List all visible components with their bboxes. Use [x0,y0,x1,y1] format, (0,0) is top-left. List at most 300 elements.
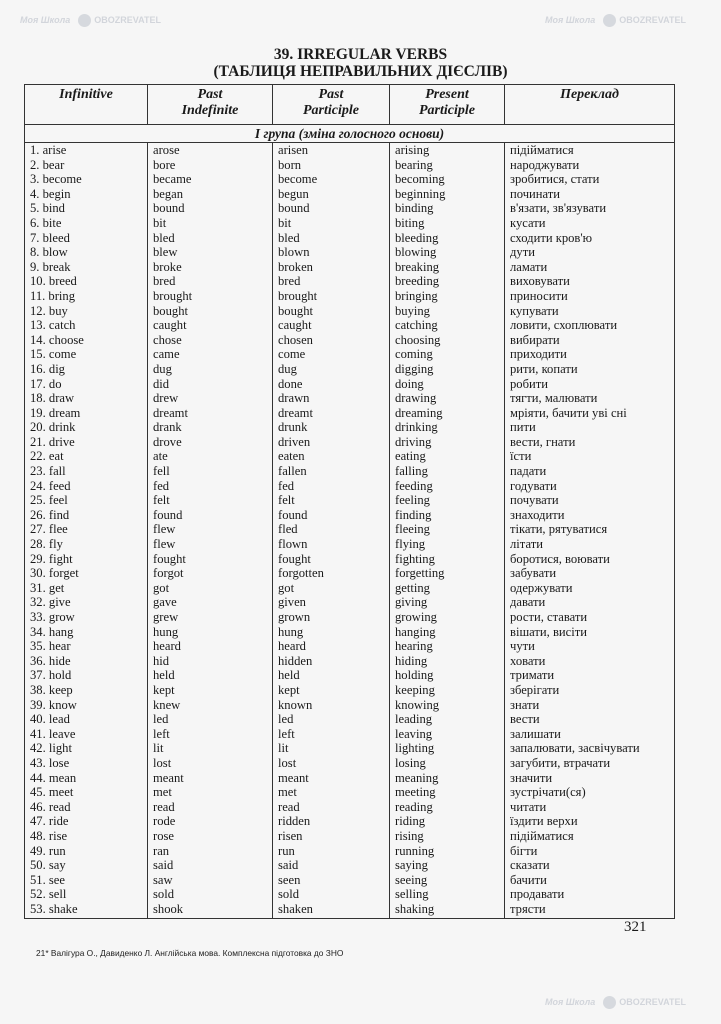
table-cell: почувати [510,493,559,508]
table-cell: 25. feel [30,493,68,508]
table-cell: found [153,507,183,522]
table-cell: rode [153,814,176,829]
table-cell: broke [153,259,182,274]
table-cell: 21. drive [30,434,75,449]
table-cell: 13. catch [30,318,76,333]
table-cell: said [153,858,174,873]
page-number: 321 [624,919,647,935]
table-cell: losing [395,755,426,770]
table-cell: flying [395,537,426,552]
header-past-indefinite [148,85,273,125]
table-cell: 43. lose [30,755,70,770]
table-cell: forgetting [395,566,445,581]
table-cell: heard [153,639,181,654]
table-cell: knew [153,697,181,712]
table-cell: їздити верхи [510,814,578,829]
table-cell: виховувати [510,274,570,289]
table-cell: 53. shake [30,901,78,916]
table-cell: gave [153,595,177,610]
table-cell: bleeding [395,230,439,245]
column-infinitive [25,143,148,917]
table-cell: 42. light [30,741,72,756]
table-cell: купувати [510,303,559,318]
table-cell: eating [395,449,426,464]
table-cell: drew [153,391,179,406]
watermark-brand: OBOZREVATEL [94,14,161,25]
table-cell: read [278,799,300,814]
table-cell: began [153,186,184,201]
table-cell: flown [278,537,308,552]
table-cell: тримати [510,668,555,683]
table-cell: ridden [278,814,311,829]
page-title [0,46,721,80]
table-cell: come [278,347,306,362]
table-cell: 30. forget [30,566,79,581]
table-cell: годувати [510,478,557,493]
table-cell: meaning [395,770,439,785]
table-cell: binding [395,201,434,216]
table-cell: боротися, воювати [510,551,610,566]
table-cell: 45. meet [30,785,74,800]
title-line-2: (ТАБЛИЦЯ НЕПРАВИЛЬНИХ ДІЄСЛІВ) [213,63,508,80]
header-past-indefinite-line1: Past [197,87,223,102]
table-cell: 14. choose [30,332,84,347]
table-header-row [25,85,675,125]
table-cell: feeling [395,493,430,508]
table-cell: bound [153,201,185,216]
table-cell: пити [510,420,536,435]
table-cell: become [278,172,318,187]
header-past-indefinite-line2: Indefinite [181,103,239,118]
table-cell: found [278,507,308,522]
table-cell: arose [153,143,180,157]
header-present-participle-line2: Participle [419,103,475,118]
table-cell: blown [278,245,310,260]
column-translation [505,143,675,917]
header-past-participle-line2: Participle [303,103,359,118]
table-cell: 49. run [30,843,66,858]
table-cell: bought [153,303,188,318]
table-cell: їсти [510,449,532,464]
table-cell: driving [395,434,432,449]
table-cell: flew [153,522,176,537]
table-cell: 28. fly [30,537,63,552]
table-cell: blowing [395,245,437,260]
table-cell: lit [278,741,289,756]
table-cell: 26. find [30,507,70,522]
header-infinitive [25,85,148,125]
table-cell: hidden [278,653,313,668]
table-cell: тікати, рятуватися [510,522,608,537]
verbs-body-row [25,143,675,917]
table-cell: saw [153,872,173,887]
table-cell: caught [278,318,312,333]
table-cell: shaking [395,901,435,916]
table-cell: 6. bite [30,215,62,230]
table-cell: сходити кров'ю [510,230,593,245]
table-cell: held [278,668,300,683]
table-cell: catching [395,318,438,333]
table-cell: dug [278,361,297,376]
table-cell: lit [153,741,164,756]
table-cell: робити [510,376,548,391]
table-cell: 44. mean [30,770,77,785]
table-cell: 5. bind [30,201,65,216]
table-cell: bearing [395,157,433,172]
table-cell: 15. come [30,347,77,362]
table-cell: fed [153,478,170,493]
table-cell: left [278,726,295,741]
watermark-school: Моя Школа [20,14,71,25]
table-cell: ran [153,843,170,858]
table-cell: 7. bleed [30,230,70,245]
table-cell: 29. fight [30,551,73,566]
table-cell: 10. breed [30,274,77,289]
table-cell: рости, ставати [510,610,588,624]
table-cell: bled [153,230,175,245]
table-cell: buying [395,303,430,318]
table-cell: fell [153,464,170,479]
watermark-school: Моя Школа [545,14,596,25]
header-translation [505,85,675,125]
table-cell: eaten [278,449,305,464]
table-cell: продавати [510,887,565,902]
table-cell: came [153,347,180,362]
table-cell: зберігати [510,682,560,697]
table-cell: brought [278,288,318,303]
table-cell: 39. know [30,697,77,712]
table-cell: 37. hold [30,668,72,683]
watermark-logo-icon [603,996,616,1009]
table-cell: зробитися, стати [510,172,600,187]
table-cell: met [278,785,297,800]
table-cell: забувати [510,566,557,581]
table-cell: coming [395,347,433,362]
table-cell: загубити, втрачати [510,755,611,770]
table-cell: 8. blow [30,245,68,260]
table-cell: hung [278,624,304,639]
table-cell: dreamt [278,405,313,420]
table-cell: приходити [510,347,567,362]
table-cell: приносити [510,288,568,303]
table-cell: kept [278,682,300,697]
table-cell: drunk [278,420,308,435]
header-present-participle [390,85,505,125]
table-cell: feeding [395,478,433,493]
table-cell: підійматися [510,828,574,843]
table-cell: рити, копати [510,361,578,376]
table-cell: fled [278,522,298,537]
table-cell: залишати [510,726,561,741]
table-cell: 38. keep [30,682,73,697]
table-cell: driven [278,434,311,449]
table-cell: selling [395,887,429,902]
table-cell: кусати [510,215,546,230]
table-cell: ламати [510,259,548,274]
table-cell: falling [395,464,428,479]
table-cell: 4. begin [30,186,71,201]
table-cell: fleeing [395,522,430,537]
table-cell: 52. sell [30,887,67,902]
table-cell: lighting [395,741,435,756]
table-cell: 35. hear [30,639,71,654]
table-cell: saying [395,858,428,873]
column-past-participle [273,143,390,917]
table-cell: fallen [278,464,307,479]
watermark-logo-icon [78,14,91,27]
table-cell: growing [395,610,437,624]
table-cell: ate [153,449,168,464]
table-cell: знаходити [510,507,565,522]
table-cell: dug [153,361,172,376]
table-cell: meant [153,770,184,785]
table-cell: grew [153,610,179,624]
watermark [545,14,686,27]
table-cell: lost [278,755,297,770]
table-cell: 27. flee [30,522,68,537]
table-cell: bit [153,215,167,230]
table-cell: leading [395,712,433,727]
table-cell: 12. buy [30,303,68,318]
table-cell: підійматися [510,143,574,157]
table-cell: chose [153,332,182,347]
table-cell: led [278,712,294,727]
table-cell: одержувати [510,580,573,595]
table-cell: 22. eat [30,449,64,464]
table-cell: holding [395,668,434,683]
header-past-participle-line1: Past [318,87,344,102]
table-cell: літати [510,537,543,552]
header-past-participle [273,85,390,125]
table-cell: getting [395,580,430,595]
table-cell: lost [153,755,172,770]
table-cell: 1. arise [30,143,67,157]
table-cell: caught [153,318,187,333]
table-cell: 33. grow [30,610,75,624]
table-cell: зустрічати(ся) [510,785,586,800]
table-cell: 9. break [30,259,71,274]
table-cell: ховати [510,653,546,668]
table-cell: forgotten [278,566,324,581]
table-cell: ловити, схоплювати [510,318,618,333]
table-cell: breeding [395,274,440,289]
table-cell: 47. ride [30,814,69,829]
table-cell: сказати [510,858,550,873]
table-cell: born [278,157,302,172]
table-cell: drank [153,420,182,435]
watermark-brand: OBOZREVATEL [619,14,686,25]
table-cell: held [153,668,175,683]
table-cell: bit [278,215,292,230]
table-cell: в'язати, зв'язувати [510,201,607,216]
table-cell: drawn [278,391,310,406]
table-cell: запалювати, засвічувати [510,741,640,756]
table-cell: finding [395,507,432,522]
table-cell: sold [278,887,299,902]
table-cell: seeing [395,872,428,887]
table-cell: вести [510,712,540,727]
table-cell: meant [278,770,309,785]
column-present-participle [390,143,505,917]
watermark-brand: OBOZREVATEL [619,996,686,1007]
table-cell: чути [510,639,535,654]
table-cell: forgot [153,566,184,581]
table-cell: leaving [395,726,433,741]
table-cell: 11. bring [30,288,76,303]
table-cell: arising [395,143,430,157]
table-cell: said [278,858,299,873]
table-cell: given [278,595,306,610]
table-cell: 50. say [30,858,66,873]
table-cell: трясти [510,901,546,916]
table-cell: 18. draw [30,391,75,406]
watermark-logo-icon [603,14,616,27]
table-cell: read [153,799,175,814]
table-cell: 3. become [30,172,82,187]
table-cell: 16. dig [30,361,65,376]
table-cell: felt [153,493,170,508]
table-cell: читати [510,799,547,814]
table-cell: dreamt [153,405,188,420]
table-cell: значити [510,770,553,785]
table-cell: risen [278,828,303,843]
table-cell: давати [510,595,546,610]
table-cell: bled [278,230,300,245]
table-cell: бачити [510,872,547,887]
table-cell: 48. rise [30,828,68,843]
table-cell: hung [153,624,179,639]
table-cell: beginning [395,186,446,201]
table-cell: reading [395,799,433,814]
table-cell: begun [278,186,309,201]
table-cell: kept [153,682,175,697]
table-cell: flew [153,537,176,552]
table-cell: 46. read [30,799,71,814]
table-cell: brought [153,288,193,303]
table-cell: fed [278,478,295,493]
table-cell: broken [278,259,313,274]
table-cell: rose [153,828,174,843]
table-cell: мріяти, бачити уві сні [510,405,627,420]
table-cell: riding [395,814,426,829]
table-cell: bore [153,157,176,172]
table-cell: drove [153,434,182,449]
table-cell: дути [510,245,535,260]
table-cell: grown [278,610,311,624]
table-cell: 23. fall [30,464,66,479]
table-cell: hiding [395,653,428,668]
table-cell: знати [510,697,540,712]
table-cell: led [153,712,169,727]
table-cell: bred [278,274,301,289]
table-cell: sold [153,887,174,902]
table-cell: biting [395,215,425,230]
table-cell: fought [153,551,186,566]
table-cell: digging [395,361,434,376]
table-cell: blew [153,245,178,260]
table-cell: seen [278,872,301,887]
table-cell: got [278,580,295,595]
table-cell: knowing [395,697,440,712]
table-cell: done [278,376,303,391]
table-cell: 17. do [30,376,62,391]
table-cell: вести, гнати [510,434,576,449]
table-cell: giving [395,595,428,610]
table-cell: 20. drink [30,420,76,435]
table-cell: did [153,376,170,391]
table-cell: починати [510,186,561,201]
table-cell: 32. give [30,595,71,610]
table-cell: hanging [395,624,436,639]
table-cell: got [153,580,170,595]
table-cell: felt [278,493,295,508]
table-cell: 19. dream [30,405,81,420]
irregular-verbs-table [24,84,675,919]
table-cell: bringing [395,288,438,303]
table-cell: choosing [395,332,441,347]
table-cell: народжувати [510,157,580,172]
table-cell: running [395,843,435,858]
watermark-school: Моя Школа [545,996,596,1007]
table-cell: rising [395,828,424,843]
footnote: 21* Валігура О., Давиденко Л. Англійська мова. Комплексна підготовка до ЗНО [36,948,344,958]
header-infinitive-label: Infinitive [59,87,113,102]
table-cell: bound [278,201,310,216]
table-cell: became [153,172,192,187]
table-cell: breaking [395,259,440,274]
table-cell: chosen [278,332,313,347]
table-cell: shaken [278,901,313,916]
table-cell: 36. hide [30,653,71,668]
table-cell: 41. leave [30,726,76,741]
table-cell: bought [278,303,313,318]
table-cell: тягти, малювати [510,391,598,406]
group-label: I група (зміна голосного основи) [25,125,675,143]
table-cell: вибирати [510,332,560,347]
watermark [545,996,686,1009]
table-cell: shook [153,901,184,916]
column-past-indefinite [148,143,273,917]
table-cell: 34. hang [30,624,74,639]
table-cell: fighting [395,551,435,566]
table-cell: 2. bear [30,157,65,172]
table-cell: heard [278,639,306,654]
table-cell: met [153,785,172,800]
table-cell: bred [153,274,176,289]
table-cell: run [278,843,295,858]
table-cell: падати [510,464,547,479]
table-cell: keeping [395,682,435,697]
table-cell: fought [278,551,311,566]
table-cell: 40. lead [30,712,70,727]
table-cell: 51. see [30,872,65,887]
table-cell: hid [153,653,170,668]
table-cell: бігти [510,843,538,858]
table-bottom-row [25,916,675,919]
table-cell: arisen [278,143,309,157]
table-cell: known [278,697,313,712]
group-row [25,125,675,143]
table-cell: 31. get [30,580,65,595]
title-line-1: 39. IRREGULAR VERBS [273,46,448,63]
table-cell: left [153,726,170,741]
table-cell: 24. feed [30,478,71,493]
table-cell: doing [395,376,424,391]
table-cell: dreaming [395,405,443,420]
table-cell: drinking [395,420,438,435]
watermark [20,14,161,27]
table-cell: вішати, висіти [510,624,587,639]
